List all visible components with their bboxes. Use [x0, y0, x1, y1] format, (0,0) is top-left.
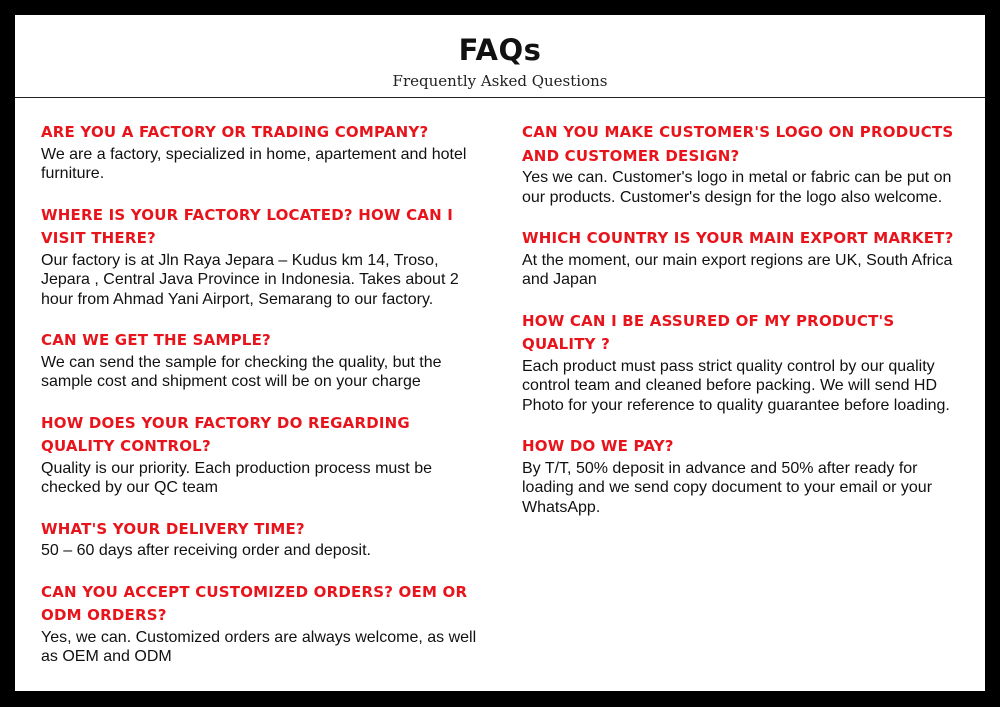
faq-item — [41, 518, 481, 561]
faq-question: WHICH COUNTRY IS YOUR MAIN EXPORT MARKET? — [522, 229, 954, 247]
faq-answer: At the moment, our main export regions are UK, South Africa and Japan — [522, 251, 953, 288]
faq-question: HOW CAN I BE ASSURED OF MY PRODUCT'S QUALITY ? — [522, 311, 895, 353]
faq-question: HOW DO WE PAY? — [522, 437, 674, 455]
faq-item — [522, 435, 967, 517]
faq-answer: We can send the sample for checking the quality, but the sample cost and shipment cost will be on your charge — [41, 353, 442, 390]
faq-question: CAN WE GET THE SAMPLE? — [41, 331, 271, 349]
faq-answer: Our factory is at Jln Raya Jepara – Kudus km 14, Troso, Jepara , Central Java Province in Indonesia. Takes about 2 hour from Ahmad Yani Airport, Semarang to our factory. — [41, 251, 459, 308]
page-title: FAQs — [458, 33, 542, 67]
faq-question: WHERE IS YOUR FACTORY LOCATED? HOW CAN I VISIT THERE? — [41, 205, 454, 247]
faq-page — [15, 15, 985, 691]
faq-answer: Each product must pass strict quality control by our quality control team and cleaned before packing. We will send HD Photo for your reference to quality guarantee before loading. — [522, 357, 950, 414]
faq-answer: 50 – 60 days after receiving order and deposit. — [41, 542, 371, 559]
page-header — [15, 15, 985, 98]
faq-item — [41, 581, 481, 667]
faq-item — [41, 329, 481, 392]
faq-answer: We are a factory, specialized in home, apartement and hotel furniture. — [41, 145, 467, 182]
faq-answer: Yes we can. Customer's logo in metal or fabric can be put on our products. Customer's design for the logo also welcome. — [522, 169, 952, 206]
faq-question: HOW DOES YOUR FACTORY DO REGARDING QUALITY CONTROL? — [41, 413, 410, 455]
faq-question: WHAT'S YOUR DELIVERY TIME? — [41, 519, 305, 538]
page-subtitle: Frequently Asked Questions — [392, 72, 608, 90]
faq-question: CAN YOU ACCEPT CUSTOMIZED ORDERS? OEM OR ODM ORDERS? — [41, 582, 468, 624]
faq-column-right — [522, 121, 967, 537]
faq-answer: By T/T, 50% deposit in advance and 50% after ready for loading and we send copy document to your email or your WhatsApp. — [522, 459, 933, 516]
faq-item — [522, 310, 967, 416]
faq-answer: Yes, we can. Customized orders are always welcome, as well as OEM and ODM — [41, 628, 477, 665]
faq-question: ARE YOU A FACTORY OR TRADING COMPANY? — [41, 123, 429, 141]
faq-item — [41, 412, 481, 498]
faq-column-left — [41, 121, 481, 687]
faq-question: CAN YOU MAKE CUSTOMER'S LOGO ON PRODUCTS AND CUSTOMER DESIGN? — [522, 123, 954, 165]
faq-item — [522, 227, 967, 290]
faq-item — [41, 204, 481, 310]
faq-item — [41, 121, 481, 184]
faq-answer: Quality is our priority. Each production process must be checked by our QC team — [41, 459, 432, 496]
faq-item — [522, 121, 967, 207]
